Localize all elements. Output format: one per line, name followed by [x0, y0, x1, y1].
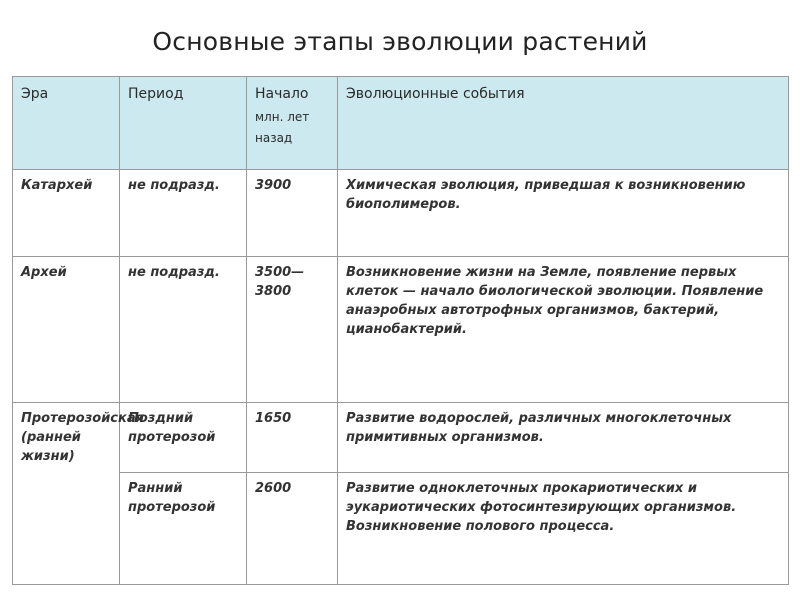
cell-start: 3500—3800 [247, 257, 338, 403]
header-period: Период [120, 77, 247, 170]
table-row [13, 403, 789, 473]
cell-period: не подразд. [120, 170, 247, 257]
cell-events: Развитие одноклеточных прокариотических и эукариотических фотосинтезирующих организмов. Возникновение полового процесса. [338, 473, 789, 585]
cell-events: Развитие водорослей, различных многоклеточных примитивных организмов. [338, 403, 789, 473]
cell-events: Возникновение жизни на Земле, появление первых клеток — начало биологической эволюции. Появление анаэробных автотрофных организмов, бактерий, цианобактерий. [338, 257, 789, 403]
header-events: Эволюционные события [338, 77, 789, 170]
page-title: Основные этапы эволюции растений [152, 27, 648, 56]
table-row [13, 170, 789, 257]
cell-period: Поздний протерозой [120, 403, 247, 473]
header-start-label: Начало [255, 86, 309, 102]
table-header-row [13, 77, 789, 170]
header-era: Эра [13, 77, 120, 170]
cell-era: Катархей [13, 170, 120, 257]
cell-start: 1650 [247, 403, 338, 473]
cell-start: 3900 [247, 170, 338, 257]
table-row [13, 473, 789, 585]
cell-era: Архей [13, 257, 120, 403]
cell-era: Протерозойская (ранней жизни) [13, 403, 120, 585]
header-start-unit: млн. лет назад [255, 110, 310, 145]
evolution-table [12, 76, 789, 585]
table-row [13, 257, 789, 403]
cell-period: не подразд. [120, 257, 247, 403]
cell-start: 2600 [247, 473, 338, 585]
cell-events: Химическая эволюция, приведшая к возникновению биополимеров. [338, 170, 789, 257]
header-start [247, 77, 338, 170]
cell-period: Ранний протерозой [120, 473, 247, 585]
